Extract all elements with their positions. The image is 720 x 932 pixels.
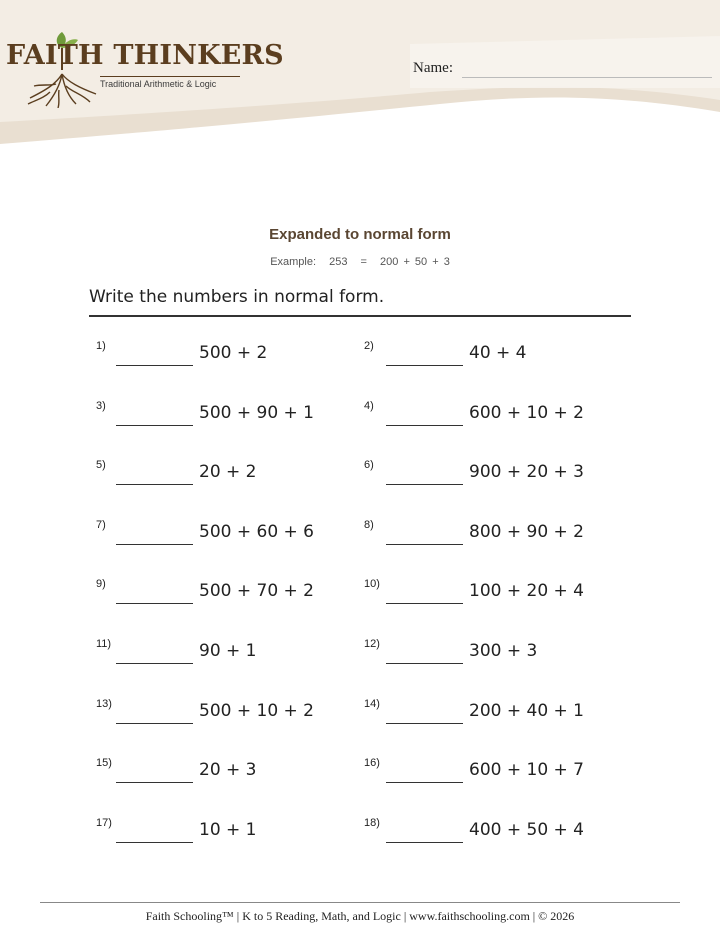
answer-blank[interactable] <box>386 782 463 783</box>
problem-item <box>96 400 356 430</box>
answer-blank[interactable] <box>116 425 193 426</box>
problem-expression: 800 + 90 + 2 <box>469 521 584 542</box>
logo-text: FAITH THINKERS <box>6 40 284 71</box>
problem-item <box>364 578 624 608</box>
problem-expression: 10 + 1 <box>199 819 257 840</box>
answer-blank[interactable] <box>116 782 193 783</box>
problem-expression: 200 + 40 + 1 <box>469 700 584 721</box>
answer-blank[interactable] <box>386 723 463 724</box>
answer-blank[interactable] <box>116 723 193 724</box>
problem-number: 11) <box>96 638 112 650</box>
problem-item <box>364 459 624 489</box>
example-label: Example: <box>270 256 317 268</box>
problem-expression: 500 + 90 + 1 <box>199 402 314 423</box>
name-label: Name: <box>413 60 453 76</box>
answer-blank[interactable] <box>116 365 193 366</box>
example-expanded: 200 + 50 + 3 <box>380 256 450 268</box>
problem-item <box>96 459 356 489</box>
problem-number: 16) <box>364 757 380 770</box>
problem-number: 3) <box>96 399 106 412</box>
problem-item <box>364 400 624 430</box>
problem-item <box>364 340 624 370</box>
answer-blank[interactable] <box>386 365 463 366</box>
problem-item <box>96 340 356 370</box>
problem-expression: 600 + 10 + 7 <box>469 760 584 781</box>
problem-expression: 90 + 1 <box>199 641 257 661</box>
problem-number: 4) <box>364 399 374 412</box>
problem-item <box>96 817 356 847</box>
problem-expression: 500 + 60 + 6 <box>199 521 314 542</box>
footer-divider <box>40 902 680 903</box>
problem-expression: 500 + 70 + 2 <box>199 581 314 602</box>
problem-item <box>96 519 356 549</box>
problem-number: 8) <box>364 518 374 531</box>
problem-item <box>96 757 356 787</box>
answer-blank[interactable] <box>386 544 463 545</box>
problem-number: 10) <box>364 578 380 591</box>
example <box>0 256 720 268</box>
problem-item <box>96 638 356 668</box>
problem-expression: 100 + 20 + 4 <box>469 581 584 602</box>
answer-blank[interactable] <box>116 484 193 485</box>
logo-tagline: Traditional Arithmetic & Logic <box>100 79 217 89</box>
answer-blank[interactable] <box>116 544 193 545</box>
problem-number: 12) <box>364 638 380 650</box>
problem-item <box>96 698 356 728</box>
answer-blank[interactable] <box>386 663 463 664</box>
name-field-line[interactable] <box>462 77 712 78</box>
logo-divider <box>100 76 240 77</box>
footer-text: Faith Schooling™ | K to 5 Reading, Math, and Logic | www.faithschooling.com | © 2026 <box>145 909 575 923</box>
problem-number: 2) <box>364 340 374 352</box>
problem-item <box>364 757 624 787</box>
problem-expression: 300 + 3 <box>469 641 538 661</box>
problem-expression: 20 + 2 <box>199 462 257 483</box>
problem-expression: 500 + 2 <box>199 343 268 363</box>
problem-number: 15) <box>96 757 112 770</box>
answer-blank[interactable] <box>116 663 193 664</box>
worksheet-title: Expanded to normal form <box>269 226 451 243</box>
problem-number: 17) <box>96 816 112 829</box>
problem-expression: 600 + 10 + 2 <box>469 402 584 423</box>
problem-item <box>364 519 624 549</box>
problem-expression: 40 + 4 <box>469 343 527 363</box>
problem-number: 6) <box>364 459 374 472</box>
answer-blank[interactable] <box>116 842 193 843</box>
instruction-divider <box>89 315 631 317</box>
problem-expression: 400 + 50 + 4 <box>469 819 584 840</box>
instruction: Write the numbers in normal form. <box>89 287 385 307</box>
answer-blank[interactable] <box>386 425 463 426</box>
problem-number: 5) <box>96 459 106 472</box>
problem-number: 14) <box>364 697 380 710</box>
problem-item <box>364 638 624 668</box>
problem-expression: 900 + 20 + 3 <box>469 462 584 483</box>
problem-expression: 20 + 3 <box>199 760 257 781</box>
answer-blank[interactable] <box>116 603 193 604</box>
example-number: 253 <box>329 256 348 268</box>
problem-item <box>364 817 624 847</box>
answer-blank[interactable] <box>386 484 463 485</box>
problem-number: 13) <box>96 697 112 710</box>
problem-number: 7) <box>96 518 106 531</box>
problem-number: 1) <box>96 340 106 352</box>
problem-number: 18) <box>364 816 380 829</box>
answer-blank[interactable] <box>386 603 463 604</box>
problem-expression: 500 + 10 + 2 <box>199 700 314 721</box>
problem-item <box>96 578 356 608</box>
answer-blank[interactable] <box>386 842 463 843</box>
problem-number: 9) <box>96 578 106 591</box>
problem-item <box>364 698 624 728</box>
example-equals: = <box>360 256 367 268</box>
